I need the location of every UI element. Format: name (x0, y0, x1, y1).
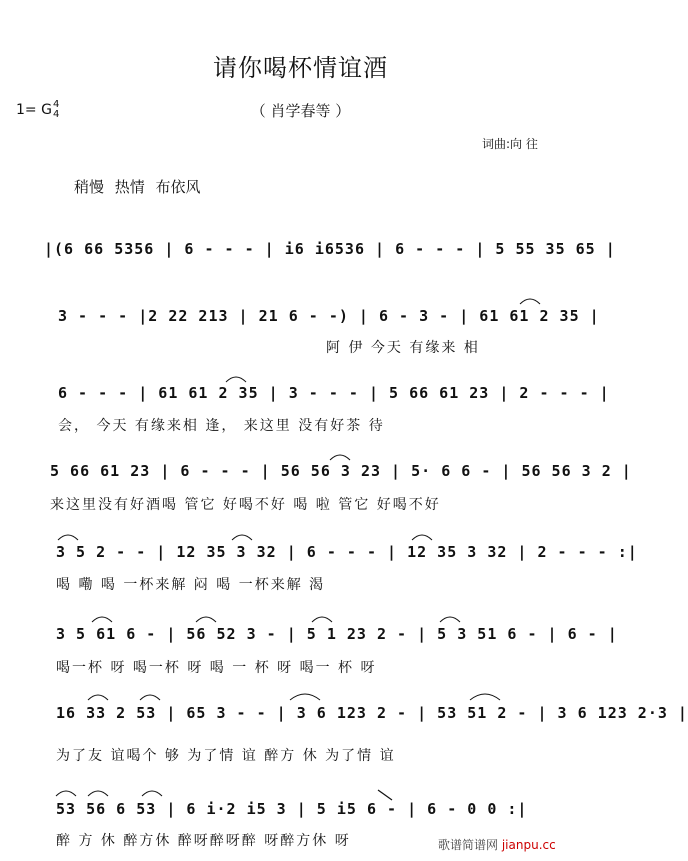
key-label: 1= G (16, 102, 52, 118)
time-sig-bottom: 4 (52, 109, 60, 120)
score-line-1-notes: |(6 66 5356 | 6 - - - | i6 i6536 | 6 - - - | 5 55 35 65 | (44, 240, 616, 258)
tempo-marking: 稍慢 热情 布依风 (74, 178, 201, 196)
watermark-text: 歌谱简谱网 (438, 838, 499, 852)
score-line-6-lyrics: 喝一杯 呀 喝一杯 呀 喝 一 杯 呀 喝一 杯 呀 (56, 660, 377, 676)
time-signature (53, 100, 59, 120)
score-line-7-notes: 16 33 2 53 | 65 3 - - | 3 6 123 2 - | 53 51 2 - | 3 6 123 2·3 | (56, 704, 688, 722)
score-line-5-lyrics: 喝 嘞 喝 一杯来解 闷 喝 一杯来解 渴 (56, 577, 326, 593)
score-line-4-notes: 5 66 61 23 | 6 - - - | 56 56 3 23 | 5· 6 6 - | 56 56 3 2 | (50, 462, 632, 480)
watermark-url: jianpu.cc (501, 838, 556, 852)
score-line-2-notes: 3 - - - |2 22 213 | 21 6 - -) | 6 - 3 - | 61 61 2 35 | (58, 307, 600, 325)
subtitle-performer: （ 肖学春等 ） (250, 102, 351, 120)
song-title: 请你喝杯情谊酒 (213, 54, 388, 82)
score-line-5-notes: 3 5 2 - - | 12 35 3 32 | 6 - - - | 12 35 3 32 | 2 - - - :| (56, 543, 638, 561)
score-line-6-notes: 3 5 61 6 - | 56 52 3 - | 5 1 23 2 - | 5 3 51 6 - | 6 - | (56, 625, 618, 643)
score-line-8-lyrics: 醉 方 休 醉方休 醉呀醉呀醉 呀醉方休 呀 (56, 833, 351, 849)
score-line-7-lyrics: 为了友 谊喝个 够 为了情 谊 醉方 休 为了情 谊 (56, 748, 396, 764)
watermark (438, 836, 556, 853)
score-line-4-lyrics: 来这里没有好酒喝 管它 好喝不好 喝 啦 管它 好喝不好 (50, 497, 441, 513)
score-line-2-lyrics: 阿 伊 今天 有缘来 相 (326, 340, 480, 356)
credit-line: 词曲:向 往 (482, 137, 538, 151)
score-line-3-notes: 6 - - - | 61 61 2 35 | 3 - - - | 5 66 61 23 | 2 - - - | (58, 384, 610, 402)
score-line-8-notes: 53 56 6 53 | 6 i·2 i5 3 | 5 i5 6 - | 6 - 0 0 :| (56, 800, 528, 818)
key-signature (16, 100, 59, 120)
time-sig-top: 4 (52, 99, 60, 110)
score-line-3-lyrics: 会， 今天 有缘来相 逢， 来这里 没有好茶 待 (58, 418, 385, 434)
